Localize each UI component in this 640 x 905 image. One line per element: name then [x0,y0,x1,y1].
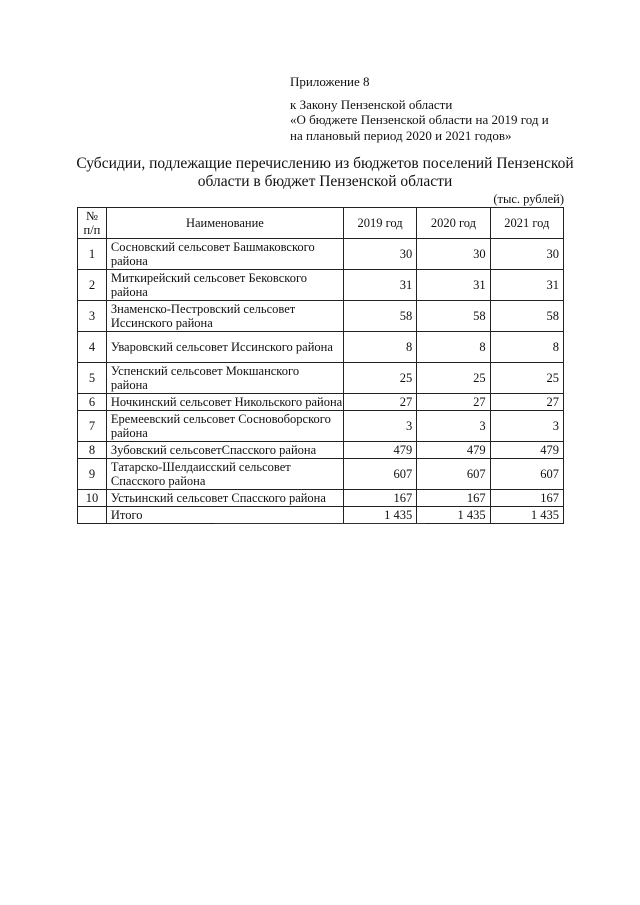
row-2021: 167 [490,490,563,507]
row-2019: 167 [343,490,416,507]
row-2021: 607 [490,459,563,490]
row-2019: 31 [343,270,416,301]
closing-divider [215,523,425,524]
row-2020: 607 [417,459,490,490]
row-2020: 3 [417,411,490,442]
row-name: Устьинский сельсовет Спасского района [106,490,343,507]
table-row [78,442,564,459]
subsidies-table [77,207,564,524]
units-note: (тыс. рублей) [493,192,564,206]
row-num: 1 [78,239,107,270]
annex-number: Приложение 8 [290,74,370,89]
row-name: Уваровский сельсовет Иссинского района [106,332,343,363]
row-num: 2 [78,270,107,301]
row-2019: 8 [343,332,416,363]
header-2021: 2021 год [490,208,563,239]
row-2020: 30 [417,239,490,270]
row-num: 8 [78,442,107,459]
table-row [78,239,564,270]
table-row [78,301,564,332]
row-name: Еремеевский сельсовет Сосновоборского района [106,411,343,442]
table-row [78,394,564,411]
header-2019: 2019 год [343,208,416,239]
row-2021: 479 [490,442,563,459]
table-row [78,332,564,363]
row-num: 10 [78,490,107,507]
row-2020: 25 [417,363,490,394]
row-name: Знаменско-Пестровский сельсовет Иссинского района [106,301,343,332]
row-2019: 25 [343,363,416,394]
row-name: Успенский сельсовет Мокшанского района [106,363,343,394]
row-num: 3 [78,301,107,332]
row-2021: 25 [490,363,563,394]
total-2019: 1 435 [343,507,416,524]
row-2019: 30 [343,239,416,270]
row-2019: 58 [343,301,416,332]
row-2019: 27 [343,394,416,411]
table-row [78,363,564,394]
row-2020: 58 [417,301,490,332]
row-name: Ночкинский сельсовет Никольского района [106,394,343,411]
annex-line-2: «О бюджете Пензенской области на 2019 год и [290,112,549,127]
row-name: Татарско-Шелдаисский сельсовет Спасского района [106,459,343,490]
annex-line-3: на плановый период 2020 и 2021 годов» [290,127,512,143]
table-row [78,490,564,507]
title-line-2: области в бюджет Пензенской области [197,173,453,190]
header-name: Наименование [106,208,343,239]
row-name: Миткирейский сельсовет Бековского района [106,270,343,301]
row-2020: 479 [417,442,490,459]
row-2021: 31 [490,270,563,301]
row-2021: 8 [490,332,563,363]
header-2020: 2020 год [417,208,490,239]
row-2019: 479 [343,442,416,459]
row-2021: 27 [490,394,563,411]
row-2019: 607 [343,459,416,490]
row-num: 9 [78,459,107,490]
row-2021: 30 [490,239,563,270]
row-num: 5 [78,363,107,394]
row-num: 7 [78,411,107,442]
total-num [78,507,107,524]
row-name: Сосновский сельсовет Башмаковского района [106,239,343,270]
annex-line-1: к Закону Пензенской области [290,96,453,112]
table-total-row [78,507,564,524]
row-2020: 31 [417,270,490,301]
title-line-1: Субсидии, подлежащие перечислению из бюджетов поселений Пензенской [76,155,574,172]
header-num: № п/п [78,208,107,239]
total-2020: 1 435 [417,507,490,524]
row-2020: 27 [417,394,490,411]
row-2020: 167 [417,490,490,507]
table-row [78,270,564,301]
table-header-row [78,208,564,239]
table-row [78,459,564,490]
row-2021: 3 [490,411,563,442]
row-name: Зубовский сельсоветСпасского района [106,442,343,459]
annex-header [290,74,590,143]
row-2020: 8 [417,332,490,363]
table-row [78,411,564,442]
row-2021: 58 [490,301,563,332]
row-num: 4 [78,332,107,363]
row-2019: 3 [343,411,416,442]
document-title [60,155,590,191]
total-2021: 1 435 [490,507,563,524]
total-label: Итого [106,507,343,524]
row-num: 6 [78,394,107,411]
